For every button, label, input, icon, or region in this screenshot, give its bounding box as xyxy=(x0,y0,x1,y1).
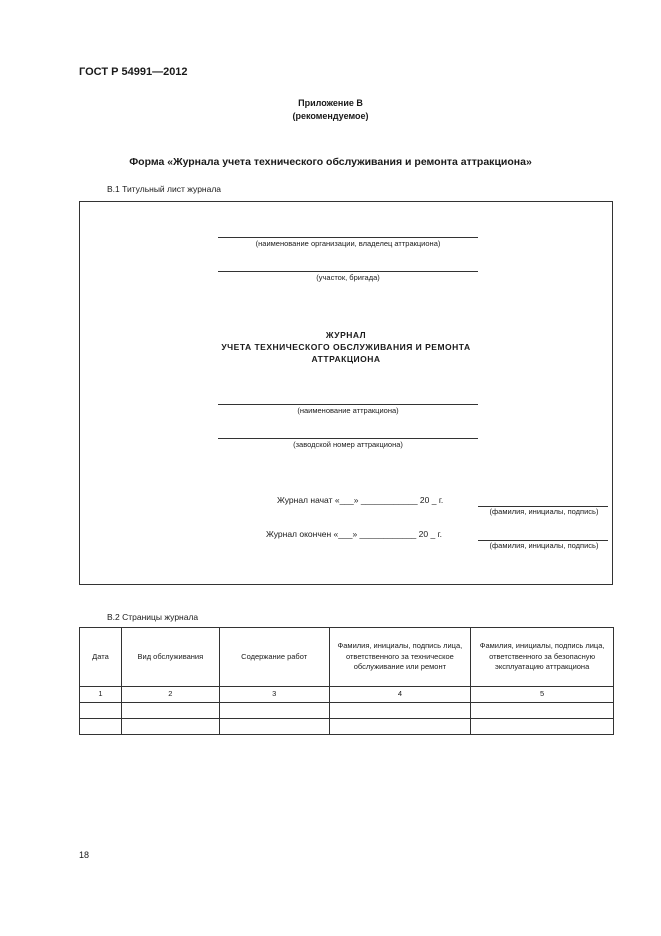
column-header: Вид обслуживания xyxy=(121,628,219,687)
table-cell xyxy=(329,703,471,719)
column-header: Фамилия, инициалы, подпись лица, ответственного за техническое обслуживание или ремонт xyxy=(329,628,471,687)
table-header-row xyxy=(80,628,614,687)
journal-title-line-2: УЧЕТА ТЕХНИЧЕСКОГО ОБСЛУЖИВАНИЯ И РЕМОНТА xyxy=(221,342,471,352)
serial-line xyxy=(218,438,478,439)
table-cell xyxy=(471,719,614,735)
journal-ended: Журнал окончен «___» ____________ 20 _ г. xyxy=(266,529,442,539)
journal-title-line-3: АТТРАКЦИОНА xyxy=(311,354,381,364)
journal-title-line-1: ЖУРНАЛ xyxy=(325,330,367,340)
column-header: Дата xyxy=(80,628,122,687)
org-line xyxy=(218,237,478,238)
title-page-frame xyxy=(79,201,613,585)
appendix-type: (рекомендуемое) xyxy=(292,111,369,121)
site-caption: (участок, бригада) xyxy=(316,273,380,282)
table-row xyxy=(80,719,614,735)
table-cell xyxy=(329,719,471,735)
started-caption: (фамилия, инициалы, подпись) xyxy=(489,507,599,516)
journal-started: Журнал начат «___» ____________ 20 _ г. xyxy=(277,495,444,505)
table-cell xyxy=(121,719,219,735)
table-row xyxy=(80,703,614,719)
form-title: Форма «Журнала учета технического обслуживания и ремонта аттракциона» xyxy=(129,156,532,168)
section-1-label: В.1 Титульный лист журнала xyxy=(107,184,222,194)
column-number: 4 xyxy=(329,687,471,703)
section-2-label: В.2 Страницы журнала xyxy=(107,612,199,622)
table-cell xyxy=(219,719,329,735)
site-line xyxy=(218,271,478,272)
journal-pages-table xyxy=(79,627,614,735)
table-cell xyxy=(121,703,219,719)
table-cell xyxy=(80,703,122,719)
table-number-row xyxy=(80,687,614,703)
table-cell xyxy=(471,703,614,719)
column-number: 2 xyxy=(121,687,219,703)
appendix-title: Приложение В xyxy=(298,98,363,108)
column-number: 5 xyxy=(471,687,614,703)
serial-caption: (заводской номер аттракциона) xyxy=(293,440,403,449)
table-cell xyxy=(219,703,329,719)
column-number: 1 xyxy=(80,687,122,703)
table-cell xyxy=(80,719,122,735)
column-header: Содержание работ xyxy=(219,628,329,687)
page-number: 18 xyxy=(79,850,90,860)
column-number: 3 xyxy=(219,687,329,703)
attraction-caption: (наименование аттракциона) xyxy=(297,406,399,415)
column-header: Фамилия, инициалы, подпись лица, ответственного за безопасную эксплуатацию аттракциона xyxy=(471,628,614,687)
standard-number: ГОСТ Р 54991—2012 xyxy=(79,66,188,78)
org-caption: (наименование организации, владелец аттракциона) xyxy=(255,239,441,248)
attraction-line xyxy=(218,404,478,405)
ended-caption: (фамилия, инициалы, подпись) xyxy=(489,541,599,550)
